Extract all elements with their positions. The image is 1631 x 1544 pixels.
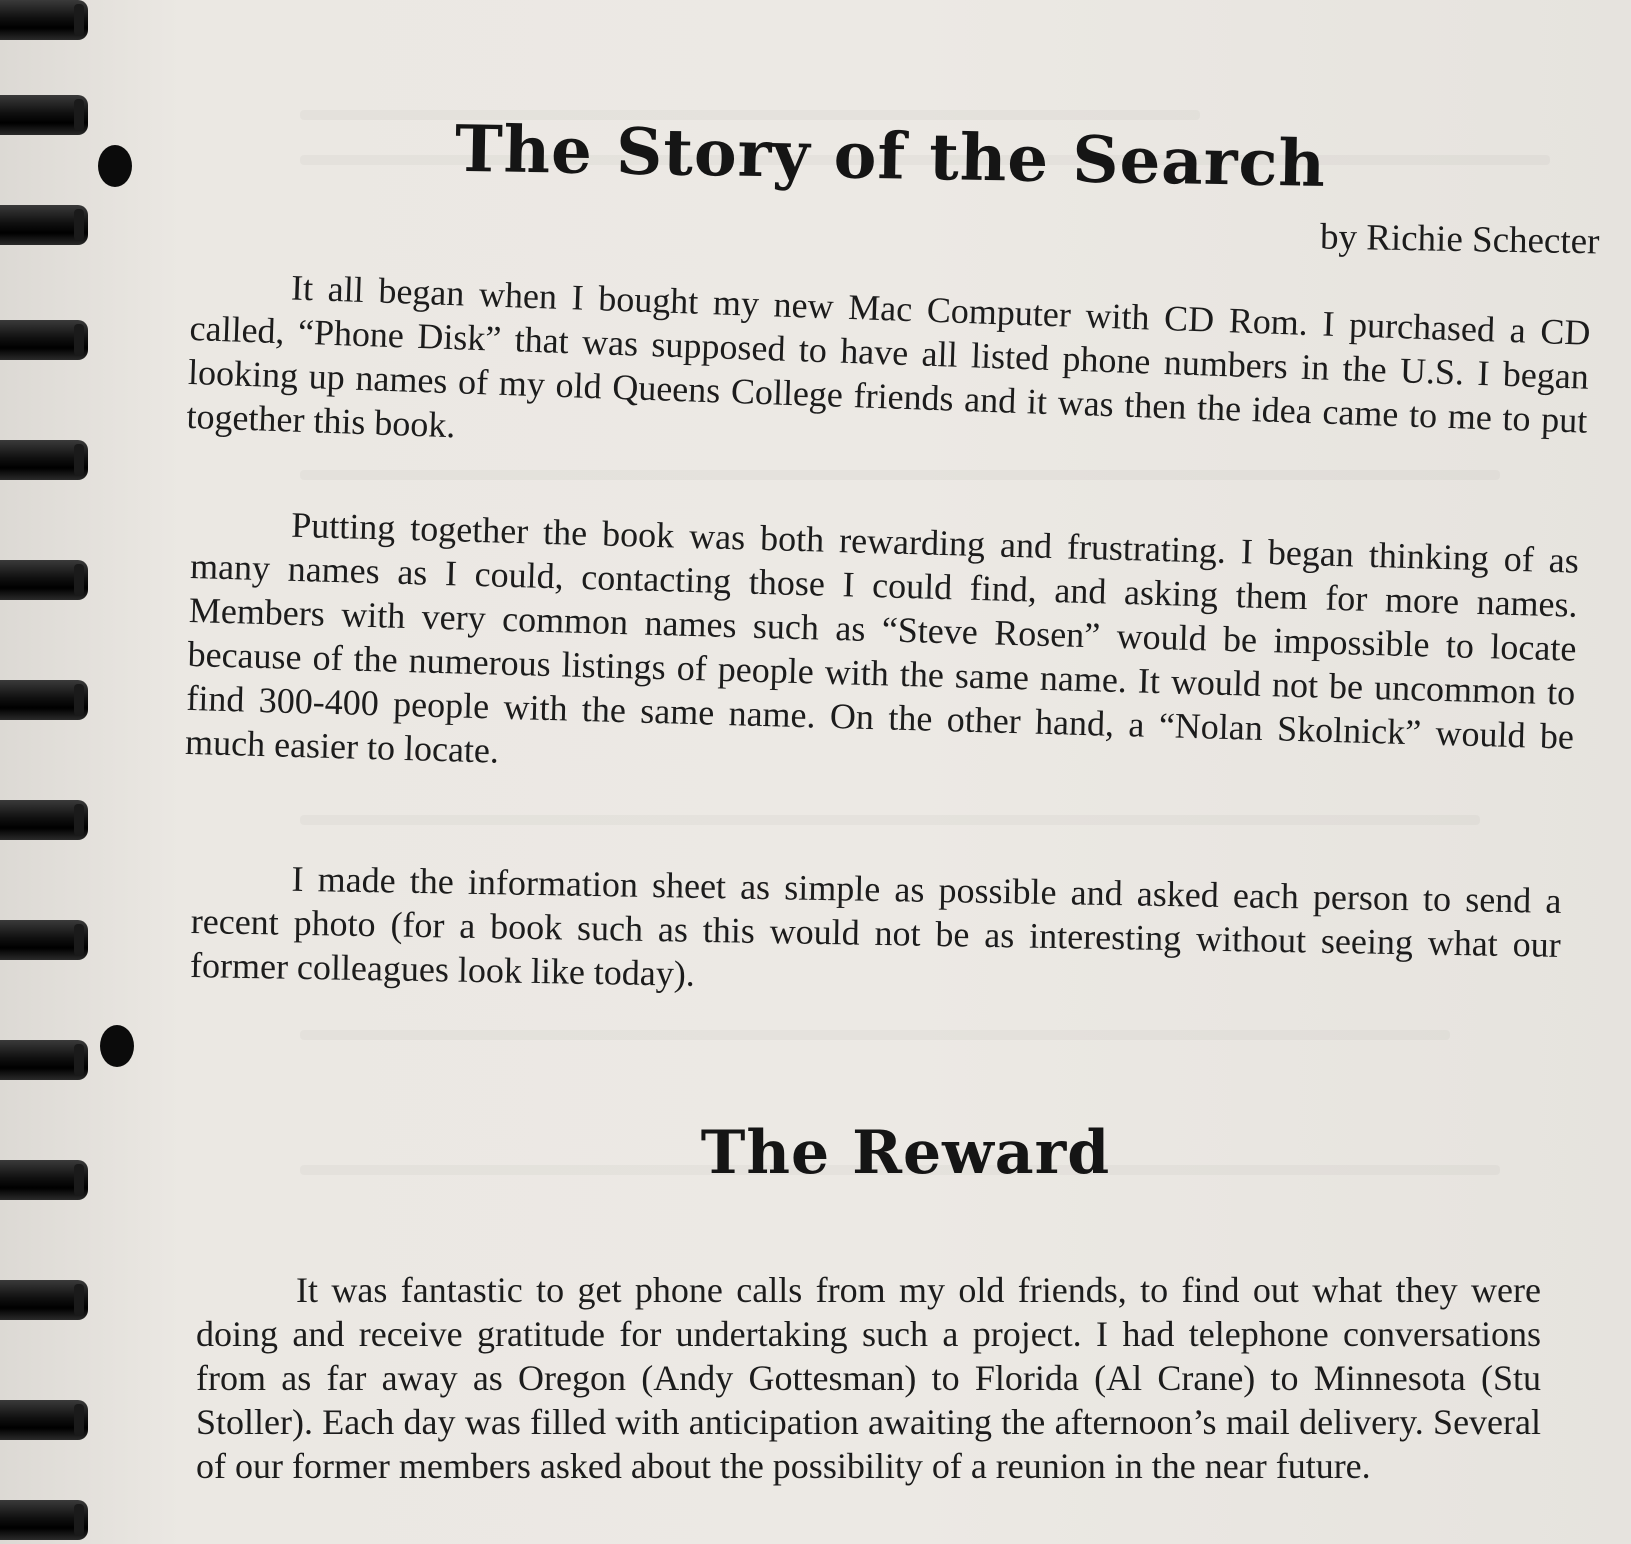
bleed-through-line xyxy=(300,1030,1450,1040)
author-byline: by Richie Schecter xyxy=(1319,216,1600,263)
binding-coil xyxy=(0,1400,88,1440)
binding-coil xyxy=(0,680,88,720)
punch-hole xyxy=(100,1025,134,1067)
binding-coil xyxy=(0,440,88,480)
binding-coil xyxy=(0,800,88,840)
page-title: The Story of the Search xyxy=(454,111,1327,202)
binding-coil xyxy=(0,1500,88,1540)
binding-coil xyxy=(0,560,88,600)
paragraph: It was fantastic to get phone calls from my old friends, to find out what they were doing and receive gratitude for undertaking such a project. I had telephone conversations from as far away as Oregon (Andy Gottesman) to Florida (Al Crane) to Minnesota (Stu Stoller). Each day was filled with anticipation awaiting the afternoon’s mail delivery. Several of our former members asked about the possibility of a reunion in the near future. xyxy=(196,1270,1541,1486)
binding-coil xyxy=(0,320,88,360)
binding-coil xyxy=(0,0,88,40)
paragraph: It all began when I bought my new Mac Computer with CD Rom. I purchased a CD called, “Phone Disk” that was supposed to have all listed phone numbers in the U.S. I began looking up names of my old Queens College friends and it was then the idea came to me to put together this book. xyxy=(185,267,1592,446)
bleed-through-line xyxy=(300,815,1480,825)
binding-coil xyxy=(0,920,88,960)
paragraph: I made the information sheet as simple as possible and asked each person to send a recent photo (for a book such as this would not be as interesting without seeing what our former colleagues look like today). xyxy=(189,858,1562,994)
binding-coil xyxy=(0,1040,88,1080)
section-title: The Reward xyxy=(700,1118,1111,1188)
paragraph: Putting together the book was both rewarding and frustrating. I began thinking of as many names as I could, contacting those I could find, and asking them for more names. Members with very common names such as “Steve Rosen” would be impossible to locate because of the numerous listings of people with the same name. It would not be uncommon to find 300-400 people with the same name. On the other hand, a “Nolan Skolnick” would be much easier to locate. xyxy=(184,504,1580,771)
spiral-binding xyxy=(0,0,100,1544)
binding-coil xyxy=(0,205,88,245)
binding-coil xyxy=(0,1280,88,1320)
